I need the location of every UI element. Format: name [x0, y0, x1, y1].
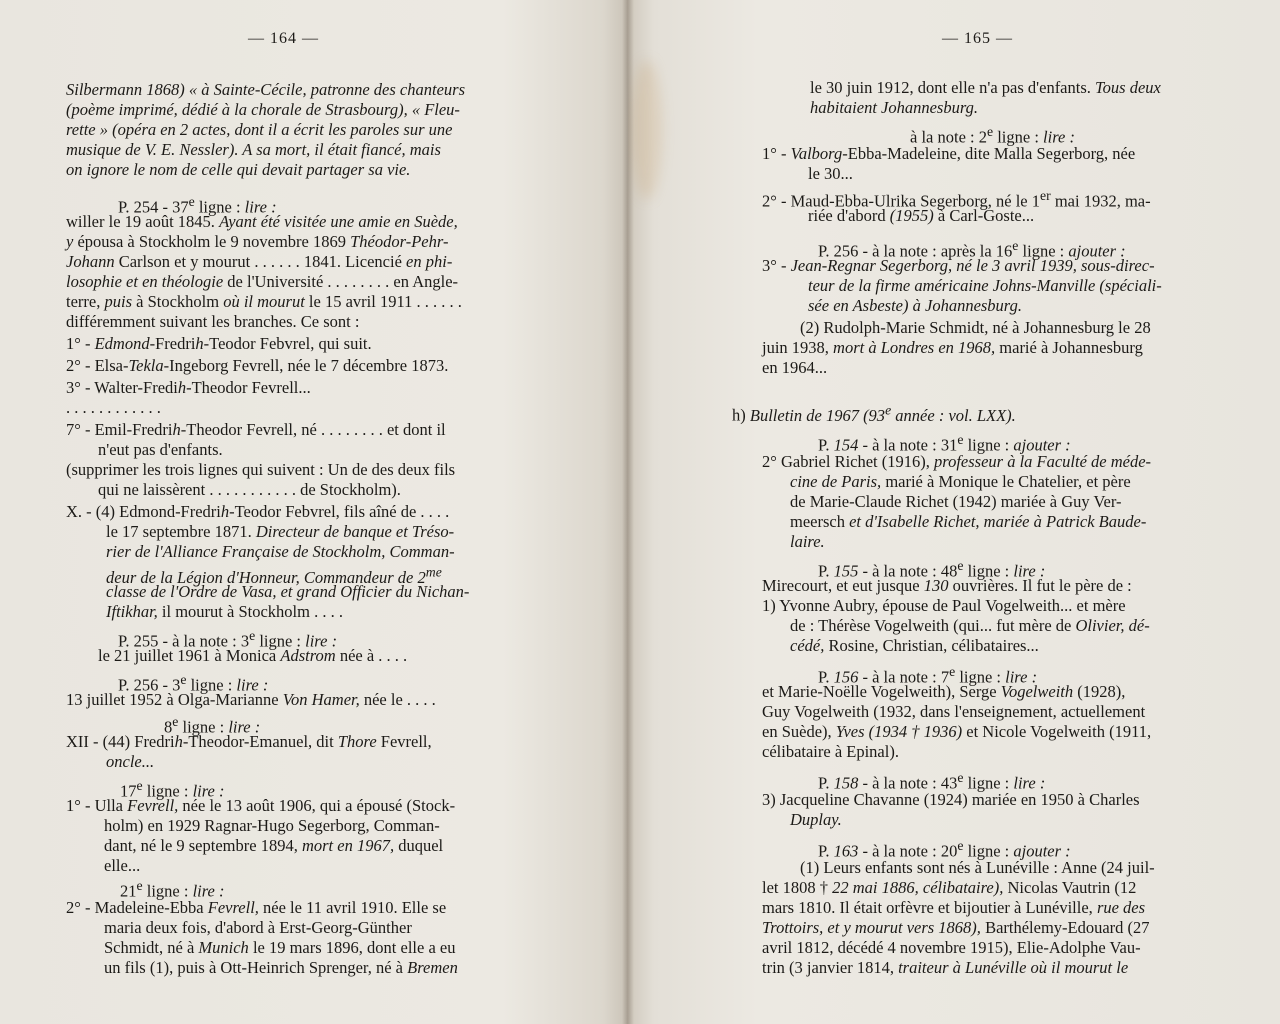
right-text-line: avril 1812, décédé 4 novembre 1915), Elie-Adolphe Vau-	[762, 938, 1141, 957]
right-text-line: le 30 juin 1912, dont elle n'a pas d'enfants. Tous deux	[810, 78, 1161, 97]
right-text-line: P. 158 - à la note : 43e ligne : lire :	[818, 770, 1046, 793]
right-text-line: cédé, Rosine, Christian, célibataires...	[790, 636, 1039, 655]
right-text-line: (2) Rudolph-Marie Schmidt, né à Johannesburg le 28	[800, 318, 1151, 337]
left-text-line: terre, puis à Stockholm où il mourut le 15 avril 1911 . . . . . .	[66, 292, 462, 311]
paper-stain	[632, 60, 662, 200]
left-text-line: classe de l'Ordre de Vasa, et grand Officier du Nichan-	[106, 582, 470, 601]
right-text-line: h) Bulletin de 1967 (93e année : vol. LXX).	[732, 402, 1016, 425]
left-text-line: 21e ligne : lire :	[120, 878, 225, 901]
left-text-line: Schmidt, né à Munich le 19 mars 1896, dont elle a eu	[104, 938, 456, 957]
left-text-line: le 21 juillet 1961 à Monica Adstrom née à . . . .	[98, 646, 408, 665]
right-text-line: 3) Jacqueline Chavanne (1924) mariée en 1950 à Charles	[762, 790, 1140, 809]
page-number-right: — 165 —	[942, 30, 1013, 47]
right-text-line: meersch et d'Isabelle Richet, mariée à Patrick Baude-	[790, 512, 1147, 531]
left-text-line: X. - (4) Edmond-Fredrih-Teodor Febvrel, fils aîné de . . . .	[66, 502, 450, 521]
book-gutter	[622, 0, 634, 1024]
left-text-line: elle...	[104, 856, 141, 875]
left-text-line: différemment suivant les branches. Ce sont :	[66, 312, 360, 331]
right-page	[628, 0, 1280, 1024]
right-text-line: 1° - Valborg-Ebba-Madeleine, dite Malla Segerborg, née	[762, 144, 1136, 163]
left-text-line: XII - (44) Fredrih-Theodor-Emanuel, dit Thore Fevrell,	[66, 732, 432, 751]
left-text-line: 3° - Walter-Fredih-Theodor Fevrell...	[66, 378, 311, 397]
right-text-line: sée en Asbeste) à Johannesburg.	[808, 296, 1022, 315]
left-text-line: Johann Carlson et y mourut . . . . . . 1841. Licencié en phi-	[66, 252, 453, 271]
right-text-line: 3° - Jean-Regnar Segerborg, né le 3 avril 1939, sous-direc-	[762, 256, 1155, 275]
left-text-line: un fils (1), puis à Ott-Heinrich Sprenger, né à Bremen	[104, 958, 458, 977]
left-text-line: willer le 19 août 1845. Ayant été visitée une amie en Suède,	[66, 212, 458, 231]
left-text-line: rier de l'Alliance Française de Stockholm, Comman-	[106, 542, 455, 561]
left-text-line: oncle...	[106, 752, 155, 771]
left-text-line: Iftikhar, il mourut à Stockholm . . . .	[106, 602, 343, 621]
page-number-left: — 164 —	[248, 30, 319, 47]
right-text-line: riée d'abord (1955) à Carl-Goste...	[808, 206, 1035, 225]
right-text-line: P. 154 - à la note : 31e ligne : ajouter :	[818, 432, 1071, 455]
left-text-line: P. 255 - à la note : 3e ligne : lire :	[118, 628, 338, 651]
right-text-line: Mirecourt, et eut jusque 130 ouvrières. Il fut le père de :	[762, 576, 1132, 595]
left-text-line: losophie et en théologie de l'Université . . . . . . . . en Angle-	[66, 272, 459, 291]
right-text-line: et Marie-Noëlle Vogelweith), Serge Vogelweith (1928),	[762, 682, 1126, 701]
left-text-line: . . . . . . . . . . . .	[66, 398, 161, 417]
left-text-line: rette » (opéra en 2 actes, dont il a écrit les paroles sur une	[66, 120, 453, 139]
left-text-line: (poème imprimé, dédié à la chorale de Strasbourg), « Fleu-	[66, 100, 460, 119]
right-text-line: en 1964...	[762, 358, 828, 377]
left-text-line: maria deux fois, d'abord à Erst-Georg-Günther	[104, 918, 412, 937]
right-text-line: P. 155 - à la note : 48e ligne : lire :	[818, 558, 1046, 581]
right-text-line: de : Thérèse Vogelweith (qui... fut mère de Olivier, dé-	[790, 616, 1150, 635]
left-text-line: (supprimer les trois lignes qui suivent : Un de des deux fils	[66, 460, 456, 479]
left-text-line: Silbermann 1868) « à Sainte-Cécile, patronne des chanteurs	[66, 80, 465, 99]
right-text-line: laire.	[790, 532, 825, 551]
right-text-line: célibataire à Epinal).	[762, 742, 899, 761]
left-text-line: y épousa à Stockholm le 9 novembre 1869 Théodor-Pehr-	[66, 232, 449, 251]
right-text-line: P. 256 - à la note : après la 16e ligne : ajouter :	[818, 238, 1126, 261]
right-text-line: 2° Gabriel Richet (1916), professeur à la Faculté de méde-	[762, 452, 1152, 471]
right-text-line: le 30...	[808, 164, 853, 183]
left-text-line: qui ne laissèrent . . . . . . . . . . . de Stockholm).	[98, 480, 401, 499]
left-text-line: 7° - Emil-Fredrih-Theodor Fevrell, né . . . . . . . . et dont il	[66, 420, 446, 439]
left-text-line: le 17 septembre 1871. Directeur de banque et Tréso-	[106, 522, 455, 541]
left-text-line: 13 juillet 1952 à Olga-Marianne Von Hamer, née le . . . .	[66, 690, 436, 709]
left-text-line: 2° - Elsa-Tekla-Ingeborg Fevrell, née le 7 décembre 1873.	[66, 356, 449, 375]
left-text-line: P. 254 - 37e ligne : lire :	[118, 194, 277, 217]
left-text-line: holm) en 1929 Ragnar-Hugo Segerborg, Comman-	[104, 816, 440, 835]
left-text-line: on ignore le nom de celle qui devait partager sa vie.	[66, 160, 411, 179]
left-text-line: deur de la Légion d'Honneur, Commandeur de $2^{me}$	[106, 564, 442, 587]
right-text-line: Trottoirs, et y mourut vers 1868), Barthélemy-Edouard (27	[762, 918, 1150, 937]
left-text-line: dant, né le 9 septembre 1894, mort en 1967, duquel	[104, 836, 444, 855]
right-text-line: juin 1938, mort à Londres en 1968, marié à Johannesburg	[762, 338, 1143, 357]
left-page	[0, 0, 628, 1024]
left-text-line: 2° - Madeleine-Ebba Fevrell, née le 11 avril 1910. Elle se	[66, 898, 447, 917]
right-text-line: let 1808 † 22 mai 1886, célibataire), Nicolas Vautrin (12	[762, 878, 1137, 897]
left-text-line: 8e ligne : lire :	[164, 714, 261, 737]
right-text-line: P. 163 - à la note : 20e ligne : ajouter :	[818, 838, 1071, 861]
left-text-line: P. 256 - 3e ligne : lire :	[118, 672, 269, 695]
right-text-line: teur de la firme américaine Johns-Manville (spéciali-	[808, 276, 1162, 295]
right-text-line: Guy Vogelweith (1932, dans l'enseignement, actuellement	[762, 702, 1146, 721]
left-text-line: musique de V. E. Nessler). A sa mort, il était fiancé, mais	[66, 140, 441, 159]
right-text-line: de Marie-Claude Richet (1942) mariée à Guy Ver-	[790, 492, 1122, 511]
right-text-line: 2° - Maud-Ebba-Ulrika Segerborg, né le 1er mai 1932, ma-	[762, 188, 1151, 211]
right-text-line: P. 156 - à la note : 7e ligne : lire :	[818, 664, 1038, 687]
left-text-line: 17e ligne : lire :	[120, 778, 225, 801]
right-text-line: en Suède), Yves (1934 † 1936) et Nicole Vogelweith (1911,	[762, 722, 1152, 741]
left-text-line: 1° - Edmond-Fredrih-Teodor Febvrel, qui suit.	[66, 334, 372, 353]
right-text-line: trin (3 janvier 1814, traiteur à Lunéville où il mourut le	[762, 958, 1129, 977]
left-text-line: 1° - Ulla Fevrell, née le 13 août 1906, qui a épousé (Stock-	[66, 796, 456, 815]
right-text-line: Duplay.	[790, 810, 842, 829]
right-text-line: 1) Yvonne Aubry, épouse de Paul Vogelweith... et mère	[762, 596, 1126, 615]
right-text-line: (1) Leurs enfants sont nés à Lunéville : Anne (24 juil-	[800, 858, 1155, 877]
right-text-line: cine de Paris, marié à Monique le Chatelier, et père	[790, 472, 1131, 491]
right-text-line: à la note : 2e ligne : lire :	[910, 124, 1075, 147]
right-text-line: mars 1810. Il était orfèvre et bijoutier à Lunéville, rue des	[762, 898, 1146, 917]
left-text-line: n'eut pas d'enfants.	[98, 440, 223, 459]
right-text-line: habitaient Johannesburg.	[810, 98, 979, 117]
